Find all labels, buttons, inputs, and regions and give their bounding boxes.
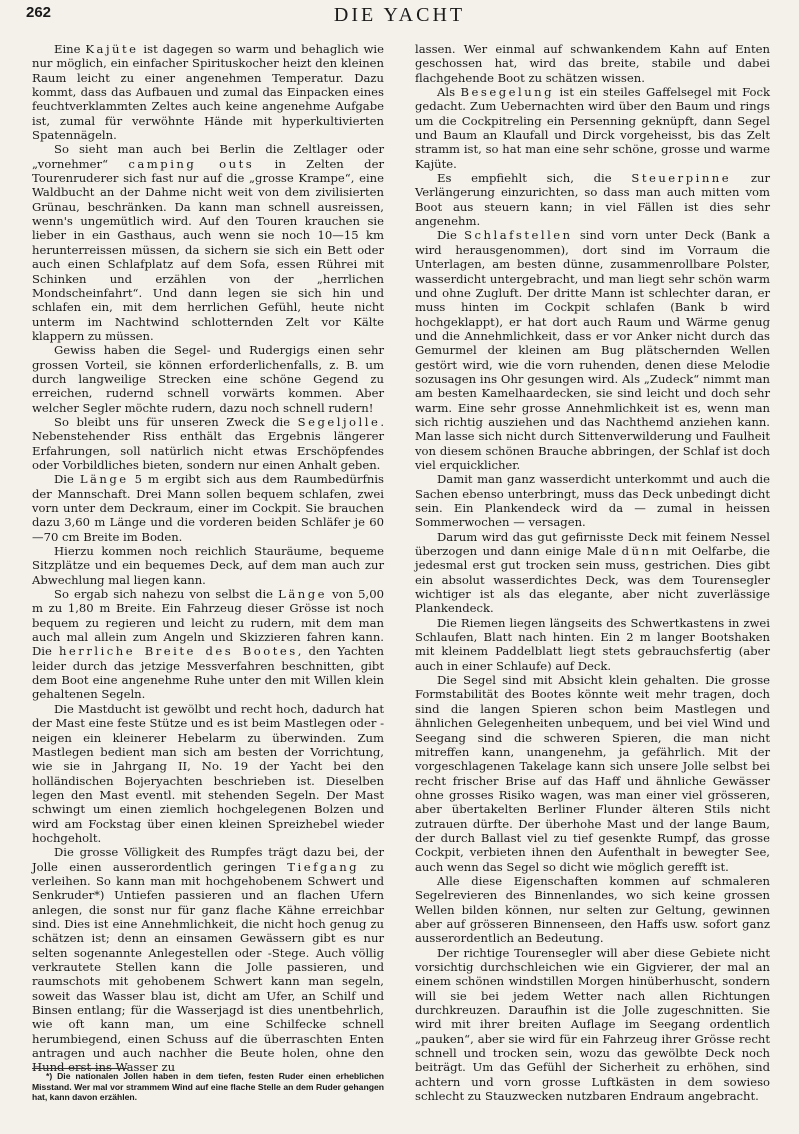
paragraph — [415, 673, 770, 874]
text-run: Die Mastducht ist gewölbt und recht hoch, dadurch hat der Mast eine feste Stütze und es ist beim Mastlegen oder -neigen ein kleinerer Hebelarm zu überwinden. Zum Mastlegen bedient man sich am besten der Vorrichtung, wie sie in Jahrgang II, No. 19 der Yacht bei den holländischen Bojeryachten beschrieben ist. Dieselben legen den Mast eventl. mit stehenden Segeln. Der Mast schwingt um einen ziemlich hochgelegenen Bolzen und wird am Fockstag über einen kleinen Spreizhebel wieder hochgeholt. — [32, 701, 384, 845]
paragraph — [415, 530, 770, 616]
text-run: Darum wird das gut gefirnisste Deck mit feinem Nessel überzogen und dann einige Male — [415, 529, 770, 559]
paragraph — [415, 85, 770, 171]
spaced-term: camping outs — [128, 156, 255, 171]
paragraph — [32, 472, 384, 544]
text-run: Die Segel sind mit Absicht klein gehalten. Die grosse Formstabilität des Bootes könnte weit mehr tragen, doch sind die langen Spieren schon beim Mastlegen und ähnlichen Gelegenheiten unbequem, und bei viel Wind und Seegang sind die schweren Spieren, die man nicht mitreffen kann, unangenehm, ja gefährlich. Mit der vorgeschlagenen Takelage kann sich unsere Jolle selbst bei recht frischer Brise auf das Haff und ähnliche Gewässer ohne grosses Risiko wagen, was man einer viel grösseren, aber übertakelten Berliner Flunder älteren Stils nicht zutrauen dürfte. Der überhohe Mast und der lange Baum, der durch Ballast viel zu tief gesenkte Rumpf, das grosse Cockpit, verbieten ihnen den Aufenthalt in bewegter See, auch wenn das Segel so dicht wie möglich gerefft ist. — [415, 673, 770, 874]
text-run: Als — [437, 85, 461, 100]
paragraph — [415, 874, 770, 946]
text-run: Es empfiehlt sich, die — [437, 171, 632, 186]
spaced-term: Schlafstellen — [464, 228, 573, 243]
spaced-term: Tiefgang — [287, 859, 360, 874]
footnote — [32, 1071, 384, 1103]
left-column — [32, 42, 384, 1075]
footnote-text: *) Die nationalen Jollen haben in dem tiefen, festen Ruder einen erheblichen Misstand. Wer mal vor strammem Wind auf eine flache Stelle an dem Ruder gehangen hat, kann davon erzählen. — [32, 1071, 384, 1103]
text-run: So sieht man auch bei Berlin die Zeltlager oder „vornehmer“ — [32, 142, 384, 171]
text-run: Gewiss haben die Segel- und Rudergigs einen sehr grossen Vorteil, sie können erforderlichenfalls, z. B. um durch langweilige Strecken eine schöne Gegend zu erreichen, rudernd schnell vorwärts kommen. Aber welcher Segler möchte rudern, dazu noch schnell rudern! — [32, 343, 384, 415]
spaced-term: Besegelung — [460, 85, 555, 100]
paragraph — [415, 228, 770, 472]
text-run: Alle diese Eigenschaften kommen auf schmaleren Segelrevieren des Binnenlandes, wo sich keine grossen Wellen bilden können, nur selten zur Geltung, gewinnen aber auf grösseren Binnenseen, den Haffs usw. sofort ganz ausserordentlich an Bedeutung. — [415, 873, 770, 946]
footnote-divider — [32, 1068, 127, 1069]
text-run: So bleibt uns für unseren Zweck die — [54, 414, 298, 429]
paragraph — [415, 946, 770, 1104]
paragraph — [32, 845, 384, 1075]
page-number: 262 — [26, 4, 52, 21]
spaced-term: Länge — [278, 587, 327, 602]
text-run: Die grosse Völligkeit des Rumpfes trägt dazu bei, der Jolle einen ausserordentlich geringen — [32, 845, 384, 874]
text-run: 5 m ergibt sich aus dem Raumbedürfnis der Mannschaft. Drei Mann sollen bequem schlafen, zwei vorn unter dem Deckraum, einer im Cockpit. Sie brauchen dazu 3,60 m Länge und die vorderen beiden Schläfer je 60—70 cm Breite im Boden. — [32, 472, 384, 544]
text-run: Hierzu kommen noch reichlich Stauräume, bequeme Sitzplätze und ein bequemes Deck, auf dem man auch zur Abwechlung mal liegen kann. — [32, 544, 384, 587]
spaced-term: Steuerpinne — [631, 171, 732, 186]
paragraph — [415, 171, 770, 228]
spaced-term: Länge — [79, 472, 129, 487]
text-run: So ergab sich nahezu von selbst die — [54, 587, 279, 602]
paragraph — [32, 343, 384, 415]
right-column — [415, 42, 770, 1103]
text-run: in Zelten der Tourenruderer sich fast nur auf die „grosse Krampe“, eine Waldbucht an der Dahme nicht weit von dem zivilisierten Grünau, beschränken. Da kann man schnell ausreissen, wenn's ungemütlich wird. Auf den Touren krauchen sie lieber in ein Gasthaus, auch wenn sie noch 10—15 km herunterreissen müssen, da sichern sie sich ein Bett oder auch einen Schlafplatz auf dem Sofa, essen Rührei mit Schinken und erzählen von der „herrlichen Mondscheinfahrt“. Und dann legen sie sich hin und schlafen ein, mit dem herrlichen Gefühl, heute nicht unterm im Nachtwind schlotternden Zelt vor Kälte klappern zu müssen. — [32, 156, 384, 343]
text-run: . Nebenstehender Riss enthält das Ergebnis längerer Erfahrungen, soll natürlich nicht etwas Erschöpfendes oder Vorbildliches bieten, sondern nur einen Anhalt geben. — [32, 414, 384, 472]
text-run: ist dagegen so warm und behaglich wie nur möglich, ein einfacher Spirituskocher heizt den kleinen Raum leicht zu einer angenehmen Temperatur. Dazu kommt, dass das Aufbauen und zumal das Einpacken eines feuchtverklammten Zeltes auch keine angenehme Aufgabe ist, zumal für verwöhnte Hände mit hyperkultivierten Spatennägeln. — [32, 42, 385, 143]
text-run: Eine — [54, 42, 86, 56]
text-run: Die — [54, 472, 80, 487]
text-run: Der richtige Tourensegler will aber diese Gebiete nicht vorsichtig durchschleichen wie ein Gigvierer, der mal an einem schönen windstillen Morgen hinüberhuscht, sondern will sie bei jedem Wetter nach allen Richtungen durchkreuzen. Daraufhin ist die Jolle zugeschnitten. Sie wird mit ihrer breiten Auflage im Seegang ordentlich „pauken“, aber sie wird für ein Fahrzeug ihrer Grösse recht schnell und trocken sein, wozu das gewölbte Deck noch beiträgt. Um das Gefühl der Sicherheit zu erhöhen, sind achtern und vorn grosse Luftkästen in dem sowieso schlecht zu Stauzwecken nutzbaren Endraum angebracht. — [415, 945, 770, 1104]
text-run: mit Oelfarbe, die jedesmal erst gut trocken sein muss, gestrichen. Dies gibt ein absolut wasserdichtes Deck, was dem Tourensegler wichtiger ist als das elegante, aber nicht zuverlässige Plankendeck. — [415, 544, 770, 616]
text-run: sind vorn unter Deck (Bank a wird herausgenommen), dort sind im Vorraum die Unterlagen, am besten dünne, zusammenrollbare Polster, wasserdicht untergebracht, und man liegt sehr schön warm und ohne Zugluft. Der dritte Mann ist schlechter daran, er muss hinten im Cockpit schlafen (Bank b wird hochgeklappt), er hat dort auch Raum und Wärme genug und die Annehmlichkeit, dass er vor Anker nicht durch das Gemurmel der kleinen am Bug plätschernden Wellen gestört wird, wie die vorn ruhenden, denen diese Melodie sozusagen ins Ohr gesungen wird. Als „Zudeck“ nimmt man am besten Kamelhaardecken, sie sind leicht und doch sehr warm. Eine sehr grosse Annehmlichkeit ist es, wenn man sich richtig ausziehen und das Nachthemd anziehen kann. Man lasse sich nicht durch Sittenverwilderung und Faulheit von diesem schönen Brauche abbringen, der Schlaf ist doch viel erquicklicher. — [415, 228, 770, 472]
page-header — [26, 4, 773, 28]
text-run: lassen. Wer einmal auf schwankendem Kahn auf Enten geschossen hat, wird das breite, stabile und dabei flachgehende Boot zu schätzen wissen. — [415, 42, 770, 85]
text-run: zu verleihen. So kann man mit hochgehobenem Schwert und Senkruder*) Untiefen passieren und an flachen Ufern anlegen, die sonst nur für ganz flache Kähne erreichbar sind. Dies ist eine Annehmlichkeit, die nicht hoch genug zu schätzen ist; denn an einsamen Gewässern gibt es nur selten sogenannte Anlegestellen oder -Stege. Auch völlig verkrautete Stellen kann die Jolle passieren, und raumschots mit gehobenem Schwert kann man segeln, soweit das Wasser blau ist, dicht am Ufer, an Schilf und Binsen entlang; für die Wasserjagd ist dies unentbehrlich, wie oft kann man, um eine Schilfecke schnell herumbiegend, einen Schuss auf die überraschten Enten antragen und auch nachher die Beute holen, ohne den Hund erst ins Wasser zu — [32, 859, 385, 1075]
spaced-term: dünn — [621, 544, 662, 559]
page-title: DIE YACHT — [333, 4, 466, 26]
spaced-term: herrliche Breite des Bootes — [58, 644, 298, 659]
paragraph — [415, 472, 770, 529]
spaced-term: Kajüte — [85, 42, 139, 56]
paragraph — [32, 415, 384, 472]
spaced-term: Segeljolle — [297, 414, 381, 429]
text-run: Die — [437, 228, 465, 243]
text-run: zur Verlängerung einzurichten, so dass man auch mitten vom Boot aus steuern kann; in viel Fällen ist dies sehr angenehm. — [415, 171, 770, 229]
paragraph — [415, 616, 770, 673]
paragraph — [32, 587, 384, 702]
text-run: ist ein steiles Gaffelsegel mit Fock gedacht. Zum Uebernachten wird über den Baum und rings um die Cockpitreling ein Persenning geknüpft, dann Segel und Baum an Klaufall und Dirck vorgeheisst, bis das Zelt stramm ist, so hat man eine sehr schöne, grosse und warme Kajüte. — [415, 85, 771, 171]
text-run: Damit man ganz wasserdicht unterkommt und auch die Sachen ebenso unterbringt, muss das Deck unbedingt dicht sein. Ein Plankendeck wird da — zumal in heissen Sommerwochen — versagen. — [415, 472, 770, 530]
text-run: , den Yachten leider durch das jetzige Messverfahren beschnitten, gibt dem Boot eine angenehme Ruhe unter den mit Willen klein gehaltenen Segeln. — [32, 644, 384, 702]
text-run: Die Riemen liegen längseits des Schwertkastens in zwei Schlaufen, Blatt nach hinten. Ein 2 m langer Bootshaken mit kleinem Paddelblatt liegt stets gebrauchsfertig (aber auch in einer Schlaufe) auf Deck. — [415, 615, 770, 673]
paragraph — [32, 142, 384, 343]
text-run: von 5,00 m zu 1,80 m Breite. Ein Fahrzeug dieser Grösse ist noch bequem zu regieren und leicht zu rudern, mit dem man auch mal allein zum Angeln und Skizzieren fahren kann. Die — [32, 587, 384, 659]
paragraph — [32, 42, 384, 142]
paragraph — [32, 702, 384, 845]
paragraph — [415, 42, 770, 85]
paragraph — [32, 544, 384, 587]
